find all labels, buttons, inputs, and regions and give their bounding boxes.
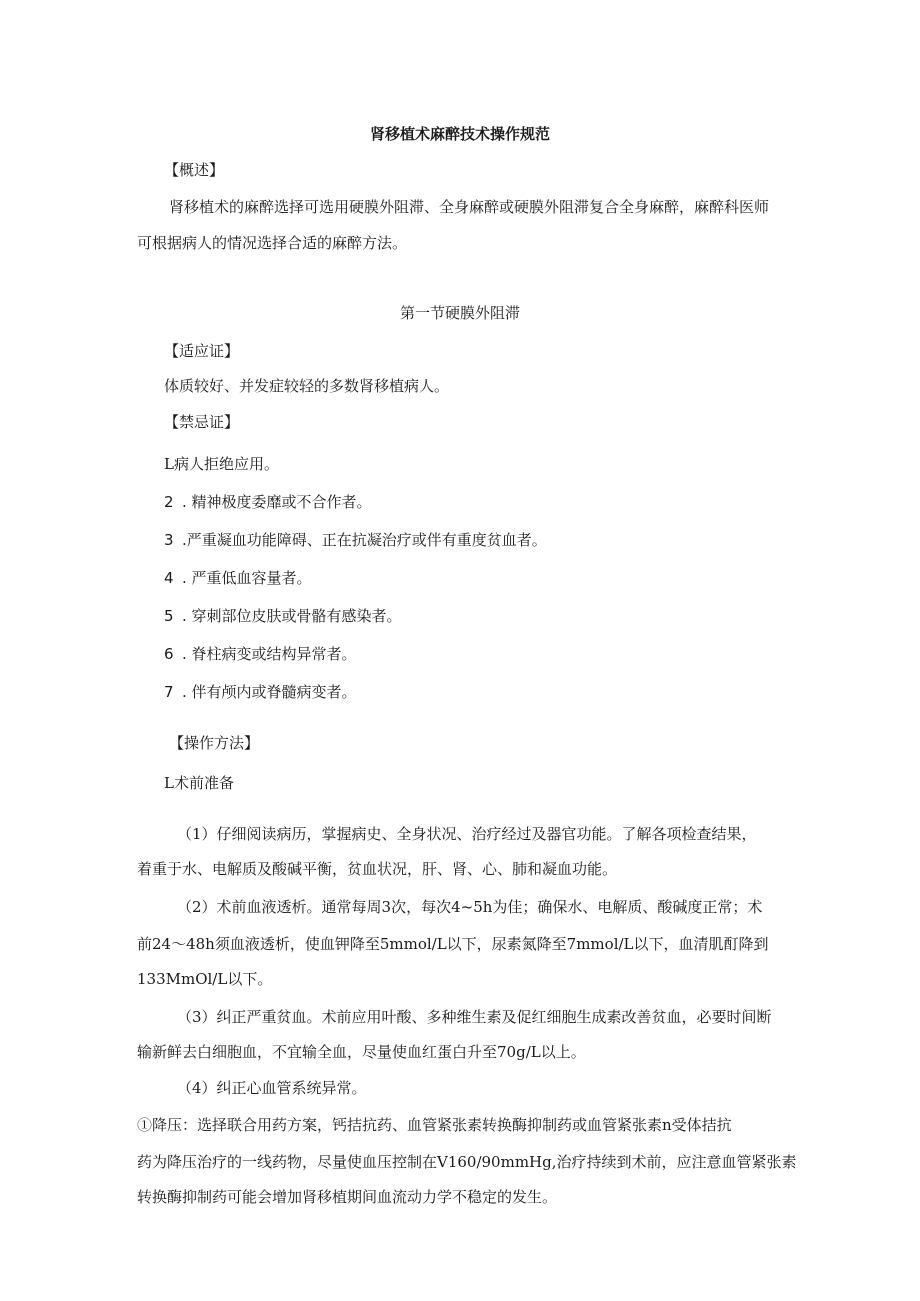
method-paragraph-1-line-2: 着重于水、电解质及酸碱平衡，贫血状况，肝、肾、心、肺和凝血功能。 — [137, 860, 618, 878]
method-paragraph-4: （4）纠正心血管系统异常。 — [177, 1079, 367, 1097]
indications-text: 体质较好、并发症较轻的多数肾移植病人。 — [164, 377, 450, 395]
overview-heading: 【概述】 — [164, 161, 225, 179]
section-title: 第一节硬膜外阻滞 — [399, 304, 520, 322]
overview-paragraph-line-2: 可根据病人的情况选择合适的麻醉方法。 — [137, 234, 408, 252]
item-text: . 脊柱病变或结构异常者。 — [182, 645, 357, 663]
method-heading: 【操作方法】 — [169, 734, 260, 752]
item-number: 4 — [164, 569, 174, 587]
method-paragraph-5-line-3: 转换酶抑制药可能会增加肾移植期间血流动力学不稳定的发生。 — [137, 1188, 558, 1206]
method-paragraph-2-line-2: 前24～48h须血液透析，使血钾降至5mmol∕L以下，尿素氮降至7mmol∕L以下，血清肌酊降到 — [137, 935, 769, 953]
contraindication-item-6 — [164, 644, 357, 664]
contraindication-item-7 — [164, 682, 357, 702]
document-title: 肾移植术麻醉技术操作规范 — [369, 125, 550, 143]
item-number: 6 — [164, 645, 174, 663]
contraindication-item-1: L病人拒绝应用。 — [164, 455, 279, 473]
item-text: . 严重低血容量者。 — [182, 569, 312, 587]
item-number: 3 — [164, 531, 174, 549]
item-number: 2 — [164, 493, 174, 511]
overview-paragraph-line-1: 肾移植术的麻醉选择可选用硬膜外阻滞、全身麻醉或硬膜外阻滞复合全身麻醉，麻醉科医师 — [169, 198, 770, 216]
indications-heading: 【适应证】 — [164, 342, 240, 360]
method-paragraph-5-line-2: 药为降压治疗的一线药物，尽量使血压控制在V160∕90mmHg,治疗持续到术前，应注意血管紧张素 — [137, 1153, 797, 1171]
contraindications-heading: 【禁忌证】 — [164, 413, 240, 431]
contraindication-item-2 — [164, 492, 372, 512]
contraindication-item-4 — [164, 568, 312, 588]
method-paragraph-3-line-1: （3）纠正严重贫血。术前应用叶酸、多种维生素及促红细胞生成素改善贫血，必要时间断 — [177, 1008, 772, 1026]
item-number: 7 — [164, 683, 174, 701]
method-paragraph-5-line-1: ①降压：选择联合用药方案，钙拮抗药、血管紧张素转换酶抑制药或血管紧张素n受体拮抗 — [137, 1116, 732, 1134]
contraindication-item-3 — [164, 530, 547, 550]
item-text: . 穿刺部位皮肤或骨骼有感染者。 — [182, 607, 402, 625]
method-subheading-preop: L术前准备 — [164, 774, 234, 792]
item-text: .严重凝血功能障碍、正在抗凝治疗或伴有重度贫血者。 — [182, 531, 547, 549]
contraindication-item-5 — [164, 606, 402, 626]
method-paragraph-2-line-3: 133MmOl/L以下。 — [137, 970, 273, 988]
method-paragraph-2-line-1: （2）术前血液透析。通常每周3次，每次4~5h为佳；确保水、电解质、酸碱度正常；术 — [177, 898, 763, 916]
item-text: . 精神极度委靡或不合作者。 — [182, 493, 372, 511]
item-text: . 伴有颅内或脊髓病变者。 — [182, 683, 357, 701]
item-number: 5 — [164, 607, 174, 625]
method-paragraph-1-line-1: （1）仔细阅读病历，掌握病史、全身状况、治疗经过及器官功能。了解各项检查结果， — [177, 825, 757, 843]
method-paragraph-3-line-2: 输新鲜去白细胞血，不宜输全血，尽量使血红蛋白升至70g∕L以上。 — [137, 1043, 586, 1061]
